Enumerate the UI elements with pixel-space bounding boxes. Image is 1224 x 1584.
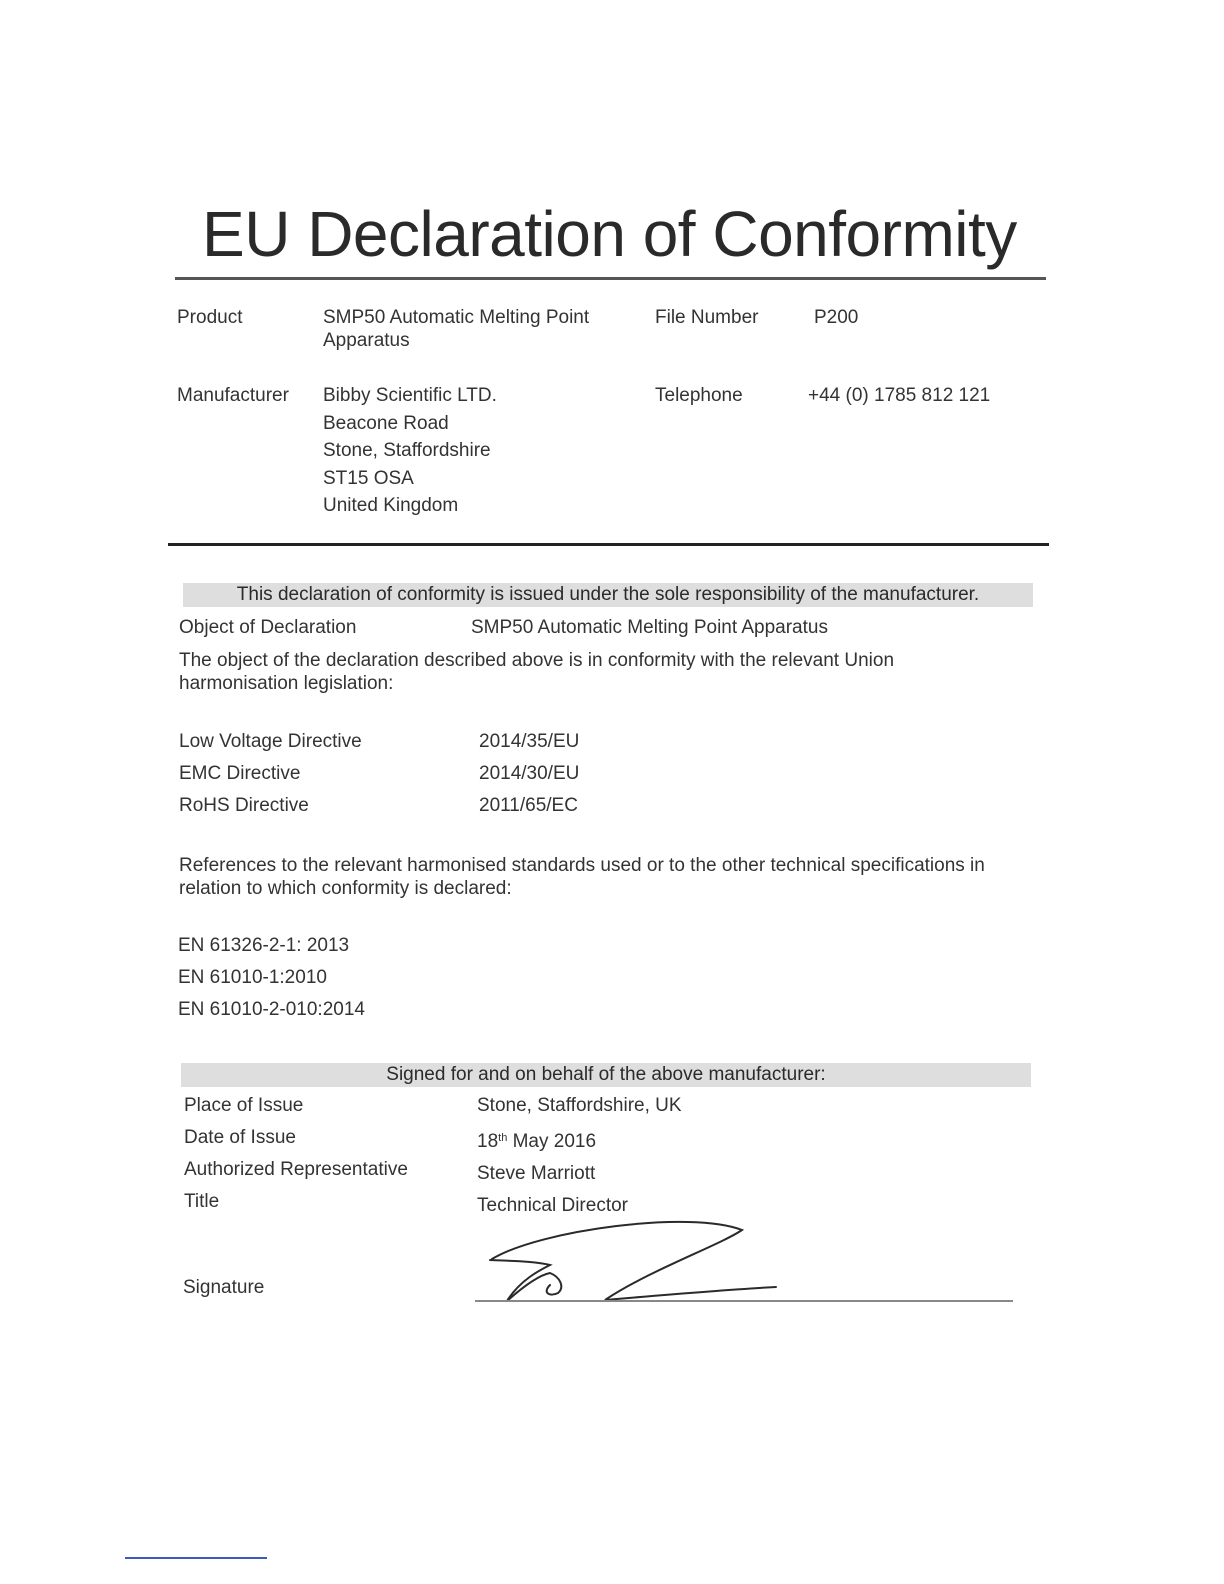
- telephone-label: Telephone: [655, 385, 743, 406]
- address-line: Stone, Staffordshire: [323, 440, 491, 461]
- product-value-line1: SMP50 Automatic Melting Point: [323, 307, 590, 328]
- directive-code: 2014/35/EU: [479, 731, 580, 752]
- date-rest: May 2016: [507, 1131, 597, 1152]
- signature-label: Signature: [183, 1277, 265, 1298]
- directive-code: 2011/65/EC: [479, 795, 578, 816]
- declaration-banner: This declaration of conformity is issued under the sole responsibility of the manufacturer.: [183, 583, 1033, 607]
- telephone-value: +44 (0) 1785 812 121: [808, 385, 991, 406]
- references-text: References to the relevant harmonised standards used or to the other technical specifications in relation to which conformity is declared:: [179, 855, 985, 899]
- address-line: Beacone Road: [323, 412, 449, 434]
- title-value: Technical Director: [477, 1195, 628, 1216]
- date-day: 18: [477, 1131, 499, 1152]
- place-label: Place of Issue: [184, 1095, 304, 1116]
- directive-codes: [479, 726, 579, 822]
- conformity-text: The object of the declaration described above is in conformity with the relevant Union harmonisation legislation:: [179, 650, 895, 694]
- address-line: ST15 OSA: [323, 467, 414, 489]
- signed-banner: Signed for and on behalf of the above manufacturer:: [181, 1063, 1031, 1087]
- standards-list: [178, 930, 365, 1026]
- signature-line: [475, 1300, 1013, 1302]
- date-value: [477, 1122, 682, 1158]
- standard-item: EN 61010-2-010:2014: [178, 999, 365, 1020]
- rep-label: Authorized Representative: [184, 1159, 408, 1180]
- title-label: Title: [184, 1191, 220, 1212]
- file-number-label: File Number: [655, 307, 759, 328]
- product-value: [323, 306, 589, 352]
- product-value-line2: Apparatus: [323, 330, 410, 351]
- place-value: Stone, Staffordshire, UK: [477, 1095, 682, 1116]
- date-suffix: th: [498, 1132, 508, 1144]
- rep-value: Steve Marriott: [477, 1163, 596, 1184]
- page-title: EU Declaration of Conformity: [202, 198, 1017, 270]
- directive-names: [179, 726, 362, 822]
- standard-item: EN 61326-2-1: 2013: [178, 935, 350, 956]
- object-label: Object of Declaration: [179, 617, 357, 638]
- file-number-value: P200: [814, 307, 859, 328]
- address-line: United Kingdom: [323, 495, 459, 516]
- date-label: Date of Issue: [184, 1127, 296, 1148]
- footer-link-underline: [125, 1557, 267, 1559]
- header-divider: [168, 543, 1049, 546]
- standard-item: EN 61010-1:2010: [178, 967, 327, 988]
- signed-labels: [184, 1090, 408, 1218]
- directive-name: RoHS Directive: [179, 795, 309, 816]
- manufacturer-address: [323, 382, 497, 520]
- signed-values: [477, 1090, 682, 1222]
- title-divider: [175, 277, 1046, 280]
- signature-image: [480, 1215, 790, 1310]
- directive-name: Low Voltage Directive: [179, 731, 362, 752]
- directive-code: 2014/30/EU: [479, 763, 580, 784]
- directive-name: EMC Directive: [179, 763, 301, 784]
- product-label: Product: [177, 307, 243, 328]
- manufacturer-label: Manufacturer: [177, 385, 289, 406]
- address-line: Bibby Scientific LTD.: [323, 385, 497, 406]
- object-value: SMP50 Automatic Melting Point Apparatus: [471, 617, 828, 638]
